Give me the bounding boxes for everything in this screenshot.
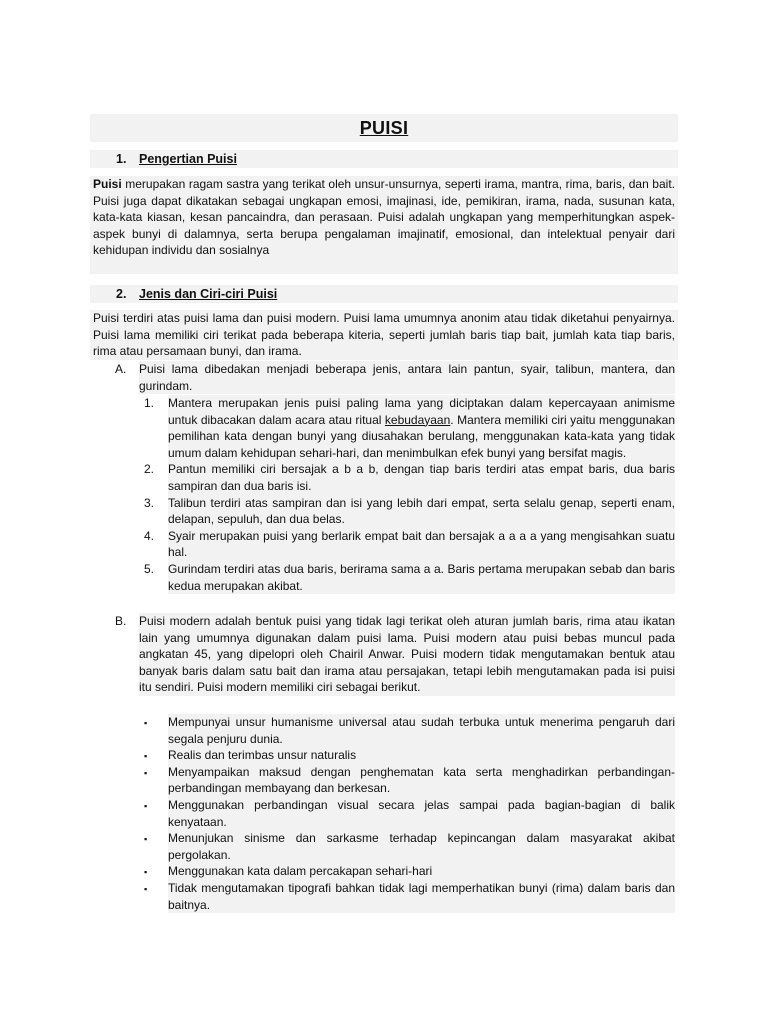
part-a-marker: A. xyxy=(115,362,127,376)
mantera-list xyxy=(144,395,675,594)
list-marker: 1. xyxy=(144,396,155,410)
list-item xyxy=(144,495,675,528)
bullet-item xyxy=(144,830,675,863)
bullet-icon: ▪ xyxy=(144,718,148,728)
bullet-text: Menyampaikan maksud dengan penghematan kata serta menghadirkan perbandingan-perbandingan membayang dan berkesan. xyxy=(168,764,675,796)
bullet-text: Menggunakan perbandingan visual secara jelas sampai pada bagian-bagian di balik kenyataan. xyxy=(168,797,675,829)
list-item-text: Mantera merupakan jenis puisi paling lama yang diciptakan dalam kepercayaan animisme untuk dibacakan dalam acara atau ritual xyxy=(168,396,675,427)
definition-text: merupakan ragam sastra yang terikat oleh unsur-unsurnya, seperti irama, mantra, rima, baris, dan bait. Puisi juga dapat dikatakan sebagai ungkapan emosi, imajinasi, ide, pemikiran, irama, nada, susunan kata, kata-kata kiasan, kesan pancaindra, dan perasaan. Puisi adalah ungkapan yang memperhitungkan aspek-aspek bunyi di dalamnya, serta berupa pengalaman imajinatif, emosional, dan intelektual penyair dari kehidupan individu dan sosialnya xyxy=(93,177,675,258)
list-item-text: Gurindam terdiri atas dua baris, berirama sama a a. Baris pertama merupakan sebab dan baris kedua merupakan akibat. xyxy=(168,561,675,593)
section-number: 2. xyxy=(116,287,127,301)
section-heading-2 xyxy=(90,285,678,303)
definition-paragraph xyxy=(90,176,678,274)
list-marker: 4. xyxy=(144,528,155,543)
part-a-item xyxy=(115,361,675,394)
bullet-text: Menggunakan kata dalam percakapan sehari-hari xyxy=(168,864,433,879)
list-item xyxy=(144,561,675,594)
bullet-icon: ▪ xyxy=(144,883,148,894)
bullet-icon: ▪ xyxy=(144,800,148,811)
bullet-item xyxy=(144,714,675,747)
section-title: Pengertian Puisi xyxy=(139,152,237,166)
modern-features-list xyxy=(144,714,675,913)
list-marker: 5. xyxy=(144,561,155,576)
list-item xyxy=(144,395,675,461)
list-item-text: Pantun memiliki ciri bersajak a b a b, dengan tiap baris terdiri atas empat baris, dua baris sampiran dan dua baris isi. xyxy=(168,462,675,493)
bullet-item xyxy=(144,880,675,913)
bullet-text: Mempunyai unsur humanisme universal atau sudah terbuka untuk menerima pengaruh dari segala penjuru dunia. xyxy=(168,715,675,746)
list-item-text: Syair merupakan puisi yang berlarik empat bait dan bersajak a a a a yang mengisahkan suatu hal. xyxy=(168,528,675,560)
section-number: 1. xyxy=(116,152,127,166)
definition-term: Puisi xyxy=(93,177,122,191)
list-item-text: Talibun terdiri atas sampiran dan isi yang lebih dari empat, serta selalu genap, seperti enam, delapan, sepuluh, dan dua belas. xyxy=(168,495,675,527)
title-row xyxy=(90,114,678,142)
bullet-item xyxy=(144,863,675,880)
bullet-text: Tidak mengutamakan tipografi bahkan tidak lagi memperhatikan bunyi (rima) dalam baris dan baitnya. xyxy=(168,880,675,912)
bullet-item xyxy=(144,764,675,797)
bullet-icon: ▪ xyxy=(144,767,148,778)
bullet-icon: ▪ xyxy=(144,834,148,845)
bullet-item xyxy=(144,797,675,830)
list-item xyxy=(144,461,675,494)
bullet-text: Menunjukan sinisme dan sarkasme terhadap kepincangan dalam masyarakat akibat pergolakan. xyxy=(168,831,675,862)
bullet-icon: ▪ xyxy=(144,751,148,762)
part-b-item xyxy=(115,613,675,696)
section-title: Jenis dan Ciri-ciri Puisi xyxy=(139,287,278,301)
kebudayaan-link[interactable]: kebudayaan xyxy=(384,412,451,427)
list-item xyxy=(144,528,675,561)
list-marker: 3. xyxy=(144,495,155,510)
list-marker: 2. xyxy=(144,462,155,477)
part-a-text: Puisi lama dibedakan menjadi beberapa jenis, antara lain pantun, syair, talibun, mantera, dan gurindam. xyxy=(139,362,675,393)
part-a xyxy=(115,361,675,394)
part-b-marker: B. xyxy=(115,614,127,628)
bullet-icon: ▪ xyxy=(144,867,148,878)
bullet-text: Realis dan terimbas unsur naturalis xyxy=(168,748,357,763)
list-item-text-after: . Mantera memiliki ciri yaitu menggunakan pemilihan kata dengan bunyi yang diusahakan berulang, menggunakan kata-kata yang tidak umum dalam kehidupan sehari-hari, dan menimbulkan efek bunyi yang bersifat magis. xyxy=(168,412,675,460)
section-heading-1 xyxy=(90,150,678,168)
part-b-text: Puisi modern adalah bentuk puisi yang tidak lagi terikat oleh aturan jumlah baris, rima atau ikatan lain yang umumnya digunakan dalam puisi lama. Puisi modern atau puisi bebas muncul pada angkatan 45, yang dipelopri oleh Chairil Anwar. Puisi modern tidak mengutamakan bentuk atau banyak baris dalam satu bait dan irama atau persajakan, tetapi lebih mengutamakan pada isi puisi itu sendiri. Puisi modern memiliki ciri sebagai berikut. xyxy=(139,614,675,695)
bullet-item xyxy=(144,747,675,764)
part-b xyxy=(115,613,675,696)
intro-text: Puisi terdiri atas puisi lama dan puisi modern. Puisi lama umumnya anonim atau tidak diketahui penyairnya. Puisi lama memiliki ciri terikat pada beberapa kiteria, seperti jumlah baris tiap bait, jumlah kata tiap baris, rima atau persamaan bunyi, dan irama. xyxy=(93,311,675,359)
intro-paragraph xyxy=(90,310,678,360)
page-title: PUISI xyxy=(359,118,409,138)
